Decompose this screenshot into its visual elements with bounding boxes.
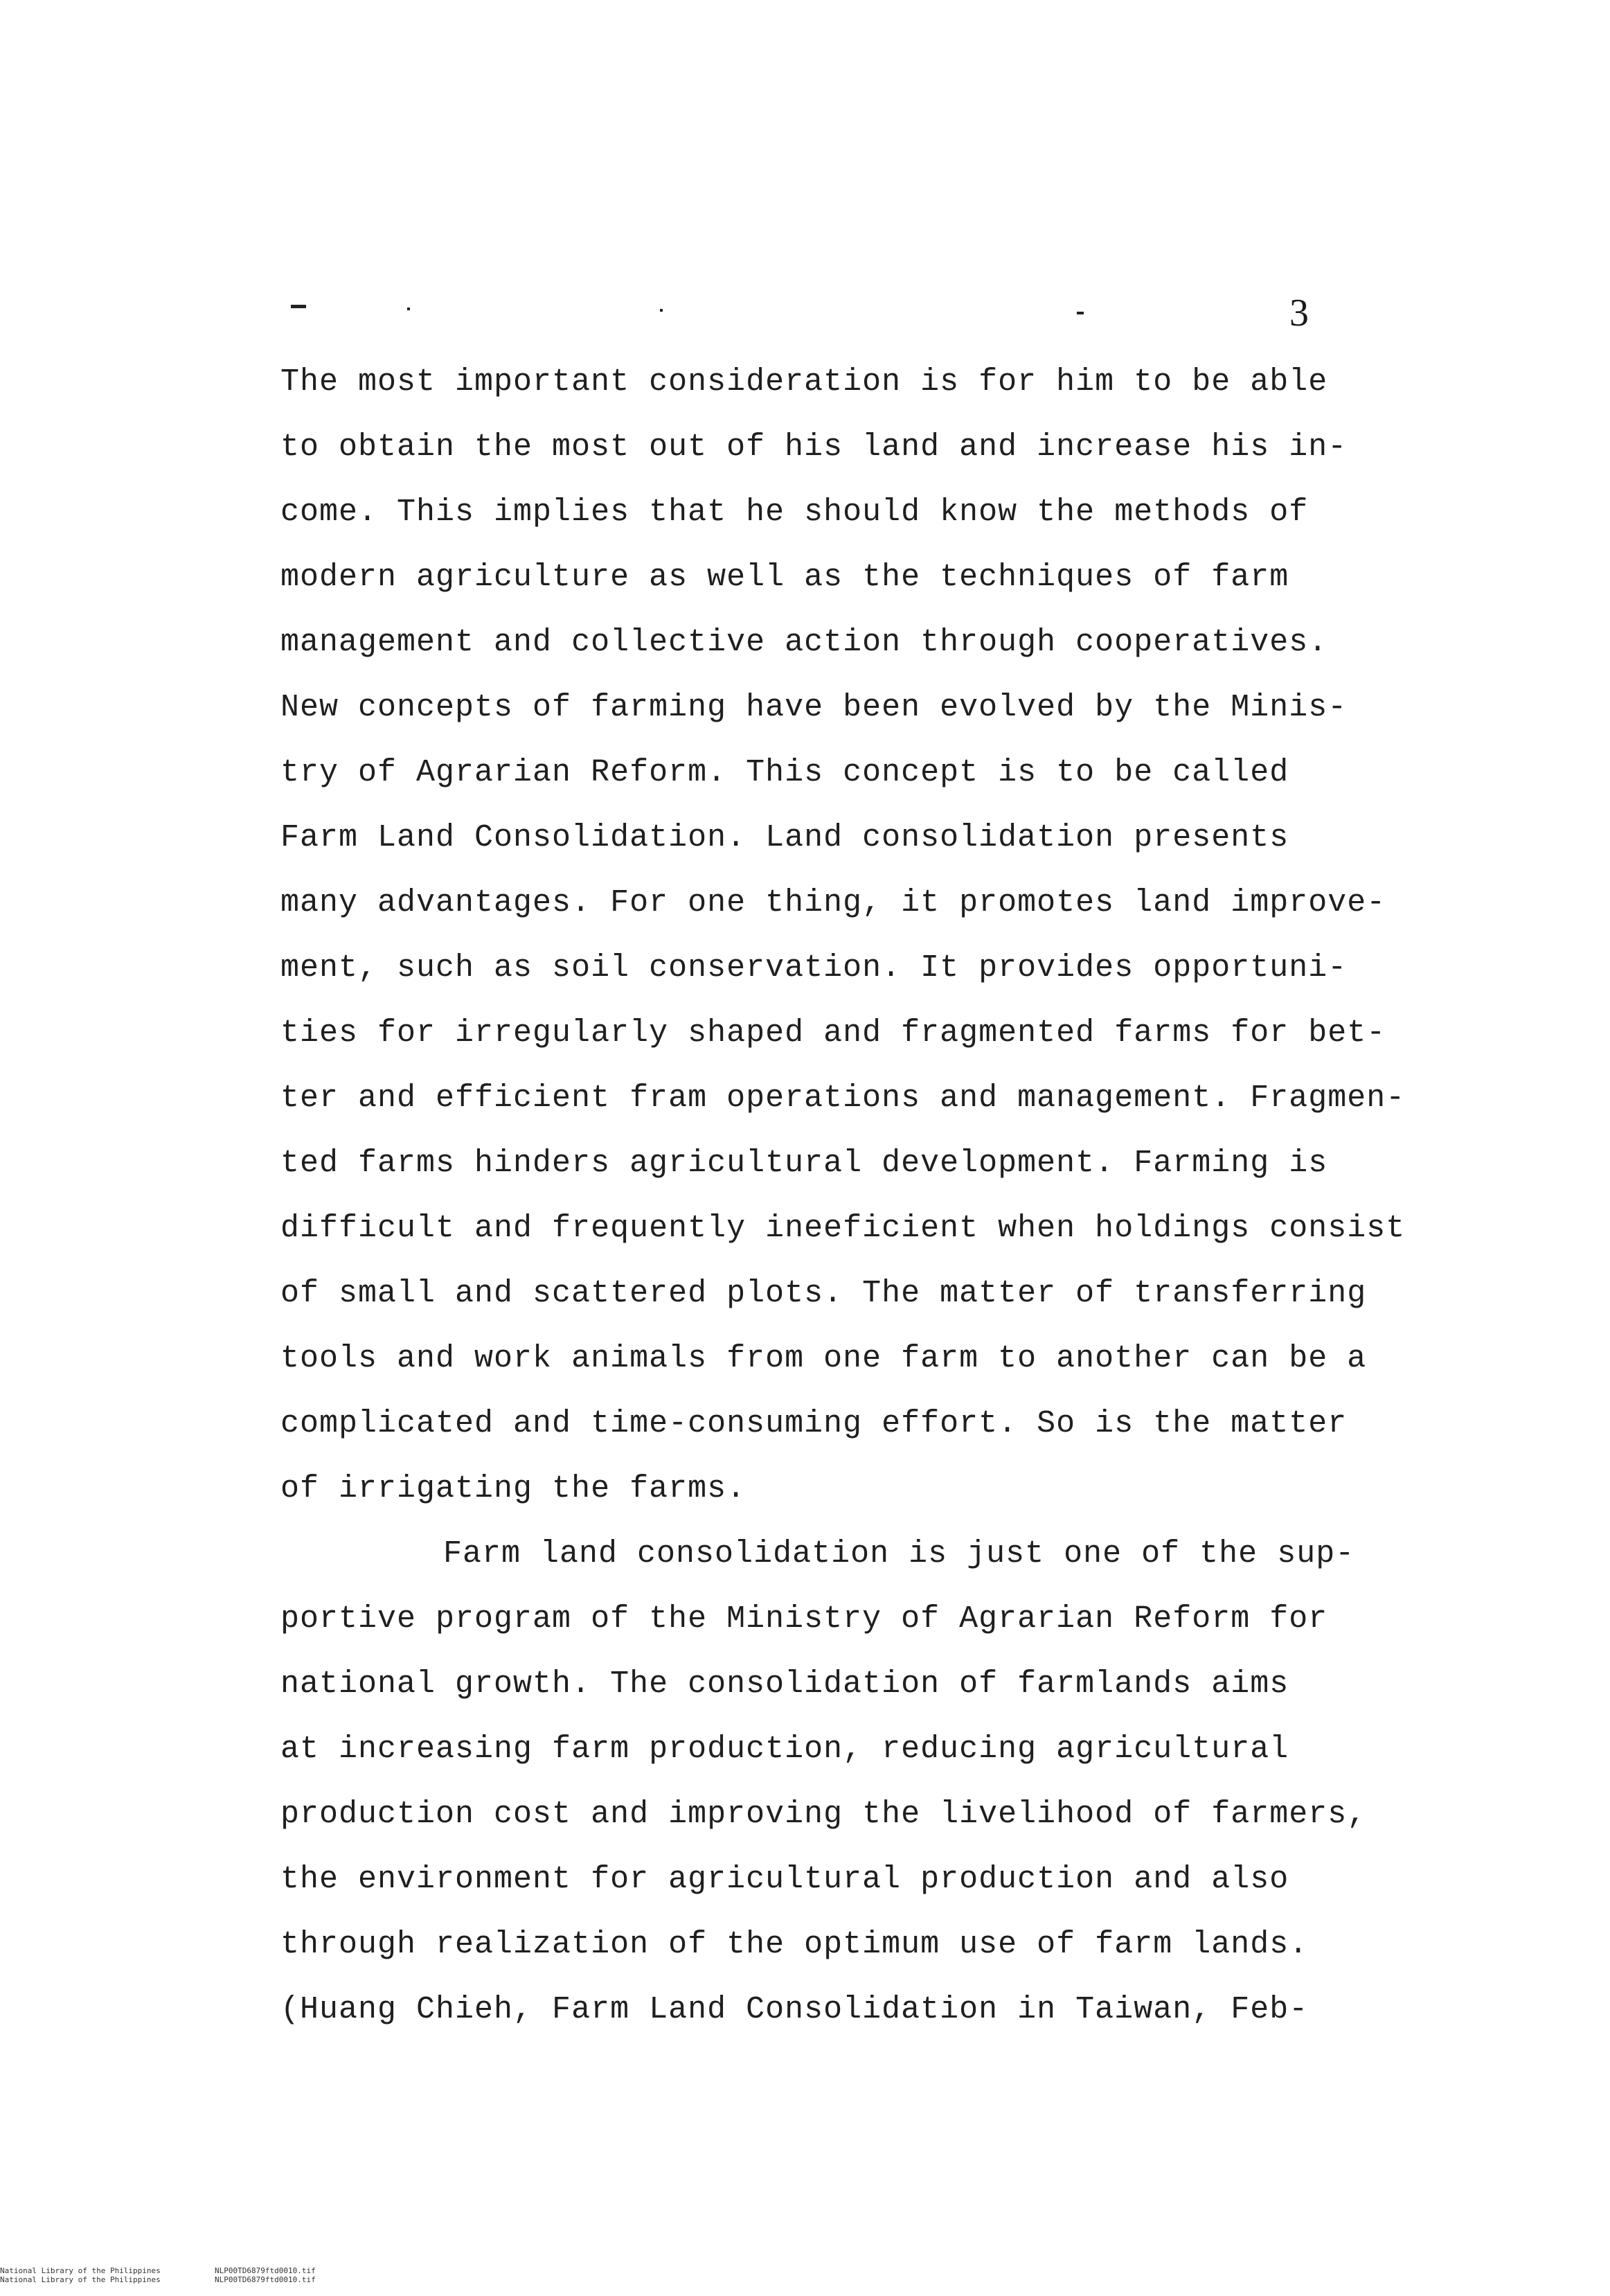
text-line: many advantages. For one thing, it promotes land improve- bbox=[280, 885, 1386, 920]
text-line: ter and efficient fram operations and management. Fragmen- bbox=[280, 1080, 1406, 1116]
text-line: of irrigating the farms. bbox=[280, 1471, 746, 1506]
footer-file: NLP00TD6879ftd0010.tif bbox=[215, 2275, 316, 2284]
footer-row bbox=[0, 2266, 316, 2275]
text-line: the environment for agricultural production and also bbox=[280, 1862, 1289, 1897]
text-line: national growth. The consolidation of farmlands aims bbox=[280, 1666, 1289, 1702]
text-line: ted farms hinders agricultural development. Farming is bbox=[280, 1146, 1328, 1181]
text-line: try of Agrarian Reform. This concept is to be called bbox=[280, 755, 1289, 790]
text-line: management and collective action through cooperatives. bbox=[280, 625, 1328, 660]
scan-mark bbox=[291, 305, 306, 308]
body-text bbox=[280, 350, 1416, 2043]
text-line: modern agriculture as well as the techniques of farm bbox=[280, 560, 1289, 595]
page-number: 3 bbox=[1289, 292, 1309, 335]
text-line: tools and work animals from one farm to another can be a bbox=[280, 1341, 1367, 1376]
text-line: Farm land consolidation is just one of the sup- bbox=[443, 1536, 1355, 1572]
text-line: come. This implies that he should know the methods of bbox=[280, 495, 1309, 530]
text-line: ties for irregularly shaped and fragmented farms for bet- bbox=[280, 1015, 1386, 1051]
text-line: Farm Land Consolidation. Land consolidation presents bbox=[280, 820, 1289, 855]
text-line: to obtain the most out of his land and increase his in- bbox=[280, 429, 1348, 465]
text-line: ment, such as soil conservation. It provides opportuni- bbox=[280, 950, 1348, 986]
text-line: (Huang Chieh, Farm Land Consolidation in Taiwan, Feb- bbox=[280, 1992, 1309, 2027]
text-line: complicated and time-consuming effort. So is the matter bbox=[280, 1406, 1348, 1441]
scan-mark bbox=[407, 308, 410, 310]
footer-library: National Library of the Philippines bbox=[0, 2275, 161, 2284]
text-line: difficult and frequently ineeficient when holdings consist bbox=[280, 1211, 1406, 1246]
paragraph-2 bbox=[280, 1522, 1416, 2043]
paragraph-1 bbox=[280, 350, 1416, 1522]
text-line: The most important consideration is for him to be able bbox=[280, 364, 1328, 400]
footer-row bbox=[0, 2275, 316, 2284]
text-line: through realization of the optimum use of farm lands. bbox=[280, 1927, 1309, 1962]
text-line: of small and scattered plots. The matter of transferring bbox=[280, 1276, 1367, 1311]
text-line: portive program of the Ministry of Agrarian Reform for bbox=[280, 1601, 1328, 1637]
text-line: New concepts of farming have been evolved by the Minis- bbox=[280, 690, 1348, 725]
scan-mark bbox=[660, 309, 663, 312]
text-line: production cost and improving the livelihood of farmers, bbox=[280, 1797, 1367, 1832]
text-line: at increasing farm production, reducing agricultural bbox=[280, 1732, 1289, 1767]
footer-file: NLP00TD6879ftd0010.tif bbox=[215, 2266, 316, 2275]
footer-library: National Library of the Philippines bbox=[0, 2266, 161, 2275]
scan-mark bbox=[1077, 312, 1084, 314]
scan-footer bbox=[0, 2266, 316, 2284]
